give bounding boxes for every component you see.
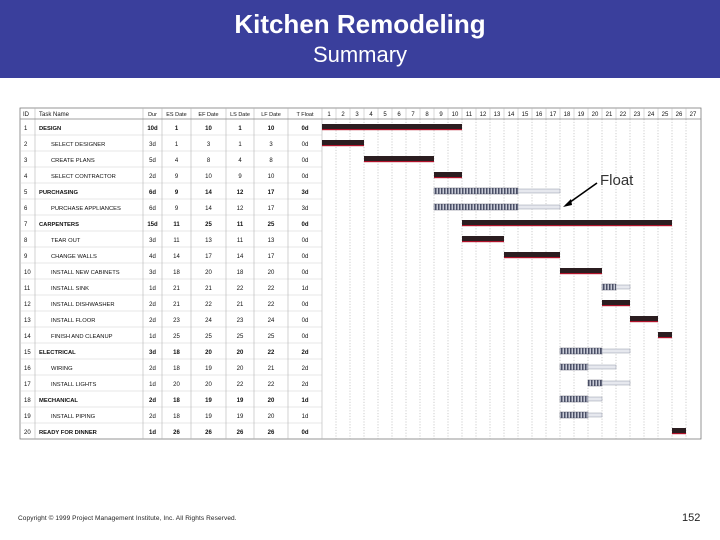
critical-task-bar-accent xyxy=(560,273,602,274)
cell-task-name: CREATE PLANS xyxy=(51,158,95,164)
timescale-day-label: 26 xyxy=(675,112,683,118)
cell-value: 2d xyxy=(148,398,157,404)
cell-value: 9 xyxy=(174,174,179,180)
cell-value: 22 xyxy=(236,286,244,292)
cell-value: 25 xyxy=(205,222,212,228)
float-bar xyxy=(616,285,630,289)
critical-task-bar-accent xyxy=(658,337,672,338)
timescale-day-label: 12 xyxy=(479,112,487,118)
cell-value: 4 xyxy=(238,158,242,164)
noncritical-task-bar xyxy=(560,348,602,354)
cell-value: 21 xyxy=(205,286,212,292)
timescale-day-label: 19 xyxy=(577,112,585,118)
cell-value: 21 xyxy=(267,366,275,372)
cell-task-name: INSTALL FLOOR xyxy=(51,318,96,324)
page-number: 152 xyxy=(682,512,701,524)
header-ls-date: LS Date xyxy=(230,112,250,118)
cell-value: 1d xyxy=(301,414,309,420)
cell-value: 18 xyxy=(173,366,180,372)
cell-value: 25 xyxy=(205,334,212,340)
cell-value: 3 xyxy=(206,142,211,148)
cell-value: 19 xyxy=(236,398,244,404)
timescale-day-label: 6 xyxy=(397,112,401,118)
cell-id: 2 xyxy=(24,142,28,148)
cell-task-name: SELECT DESIGNER xyxy=(51,142,106,148)
cell-id: 4 xyxy=(24,174,28,180)
cell-task-name: READY FOR DINNER xyxy=(39,430,97,436)
header-t-float: T Float xyxy=(296,112,314,118)
noncritical-task-bar xyxy=(602,284,616,290)
cell-value: 11 xyxy=(236,238,244,244)
timescale-day-label: 21 xyxy=(605,112,613,118)
cell-id: 12 xyxy=(24,302,31,308)
cell-value: 0d xyxy=(301,254,309,260)
cell-value: 3d xyxy=(148,350,157,356)
cell-value: 25 xyxy=(173,334,180,340)
cell-value: 6d xyxy=(149,206,156,212)
timescale-day-label: 5 xyxy=(383,112,387,118)
cell-value: 1d xyxy=(301,286,309,292)
cell-value: 2d xyxy=(301,350,309,356)
float-bar xyxy=(518,189,560,193)
cell-value: 3d xyxy=(301,206,309,212)
cell-value: 21 xyxy=(173,302,180,308)
cell-value: 26 xyxy=(205,430,212,436)
cell-value: 13 xyxy=(205,238,212,244)
header-task-name: Task Name xyxy=(39,112,70,118)
cell-value: 0d xyxy=(301,318,309,324)
slide-subtitle: Summary xyxy=(312,42,408,67)
noncritical-task-bar xyxy=(588,380,602,386)
cell-value: 18 xyxy=(173,350,180,356)
cell-value: 0d xyxy=(301,430,309,436)
timescale-day-label: 14 xyxy=(507,112,515,118)
timescale-day-label: 20 xyxy=(591,112,599,118)
cell-id: 16 xyxy=(24,366,31,372)
cell-value: 10 xyxy=(205,174,212,180)
cell-task-name: PURCHASING xyxy=(39,190,78,196)
critical-task-bar-accent xyxy=(322,145,364,146)
cell-id: 10 xyxy=(24,270,31,276)
cell-value: 17 xyxy=(267,254,275,260)
critical-task-bar-accent xyxy=(504,257,560,258)
noncritical-task-bar xyxy=(560,364,588,370)
cell-value: 20 xyxy=(205,350,212,356)
cell-value: 24 xyxy=(267,318,275,324)
cell-id: 17 xyxy=(24,382,31,388)
cell-id: 15 xyxy=(24,350,31,356)
cell-value: 23 xyxy=(173,318,180,324)
noncritical-task-bar xyxy=(560,396,588,402)
timescale-day-label: 4 xyxy=(369,112,373,118)
cell-value: 3d xyxy=(301,190,309,196)
cell-value: 0d xyxy=(301,334,309,340)
timescale-day-label: 25 xyxy=(661,112,669,118)
cell-value: 20 xyxy=(267,414,275,420)
cell-value: 19 xyxy=(205,414,212,420)
cell-value: 1d xyxy=(148,430,157,436)
cell-value: 18 xyxy=(173,270,180,276)
cell-value: 14 xyxy=(205,190,212,196)
cell-value: 20 xyxy=(236,350,244,356)
slide-title: Kitchen Remodeling xyxy=(234,9,486,39)
cell-value: 2d xyxy=(301,382,309,388)
cell-value: 17 xyxy=(267,206,275,212)
cell-task-name: SELECT CONTRACTOR xyxy=(51,174,116,180)
cell-value: 3d xyxy=(149,238,156,244)
cell-value: 9 xyxy=(174,190,179,196)
cell-task-name: INSTALL LIGHTS xyxy=(51,382,97,388)
cell-value: 8 xyxy=(269,158,273,164)
cell-value: 22 xyxy=(236,382,244,388)
timescale-day-label: 15 xyxy=(521,112,529,118)
cell-value: 19 xyxy=(236,414,244,420)
cell-value: 2d xyxy=(149,414,156,420)
timescale-day-label: 18 xyxy=(563,112,571,118)
cell-id: 1 xyxy=(24,126,28,132)
cell-task-name: CARPENTERS xyxy=(39,222,79,228)
timescale-day-label: 7 xyxy=(411,112,415,118)
float-bar xyxy=(602,381,630,385)
cell-task-name: CHANGE WALLS xyxy=(51,254,97,260)
cell-value: 14 xyxy=(205,206,212,212)
cell-value: 13 xyxy=(267,238,275,244)
header-dur: Dur xyxy=(148,112,157,118)
cell-value: 14 xyxy=(173,254,180,260)
float-callout-label: Float xyxy=(600,172,634,189)
timescale-day-label: 22 xyxy=(619,112,627,118)
cell-value: 0d xyxy=(301,238,309,244)
float-bar xyxy=(588,397,602,401)
timescale-day-label: 11 xyxy=(465,112,473,118)
cell-value: 22 xyxy=(267,350,275,356)
cell-id: 14 xyxy=(24,334,31,340)
cell-value: 22 xyxy=(267,382,275,388)
cell-task-name: ELECTRICAL xyxy=(39,350,76,356)
cell-value: 25 xyxy=(267,222,275,228)
cell-value: 0d xyxy=(301,142,309,148)
cell-task-name: PURCHASE APPLIANCES xyxy=(51,206,121,212)
cell-value: 1d xyxy=(149,382,156,388)
cell-value: 20 xyxy=(236,366,244,372)
cell-value: 4d xyxy=(149,254,156,260)
cell-value: 19 xyxy=(205,366,212,372)
cell-value: 20 xyxy=(267,398,275,404)
critical-task-bar-accent xyxy=(434,177,462,178)
cell-value: 20 xyxy=(205,382,212,388)
cell-value: 18 xyxy=(236,270,244,276)
header-ef-date: EF Date xyxy=(198,112,219,118)
cell-id: 9 xyxy=(24,254,28,260)
cell-value: 23 xyxy=(236,318,244,324)
cell-value: 19 xyxy=(205,398,212,404)
critical-task-bar-accent xyxy=(364,161,434,162)
cell-value: 1 xyxy=(238,126,242,132)
cell-id: 5 xyxy=(24,190,28,196)
cell-value: 20 xyxy=(173,382,180,388)
cell-value: 2d xyxy=(149,318,156,324)
cell-value: 8 xyxy=(206,158,211,164)
cell-value: 1 xyxy=(174,126,179,132)
cell-value: 22 xyxy=(205,302,212,308)
cell-value: 22 xyxy=(267,286,275,292)
float-bar xyxy=(588,365,616,369)
noncritical-task-bar xyxy=(434,188,518,194)
timescale-day-label: 3 xyxy=(355,112,359,118)
cell-value: 1d xyxy=(301,398,309,404)
cell-value: 0d xyxy=(301,270,309,276)
float-bar xyxy=(518,205,560,209)
timescale-day-label: 13 xyxy=(493,112,501,118)
timescale-day-label: 27 xyxy=(689,112,697,118)
header-lf-date: LF Date xyxy=(261,112,281,118)
cell-value: 10 xyxy=(267,174,275,180)
timescale-day-label: 17 xyxy=(549,112,557,118)
timescale-day-label: 24 xyxy=(647,112,655,118)
cell-task-name: INSTALL NEW CABINETS xyxy=(51,270,120,276)
cell-value: 0d xyxy=(301,174,309,180)
cell-value: 1d xyxy=(149,286,156,292)
cell-value: 1 xyxy=(238,142,242,148)
cell-value: 1 xyxy=(174,142,179,148)
critical-task-bar-accent xyxy=(462,225,672,226)
cell-value: 0d xyxy=(301,158,309,164)
cell-task-name: INSTALL DISHWASHER xyxy=(51,302,115,308)
cell-value: 22 xyxy=(267,302,275,308)
cell-task-name: INSTALL PIPING xyxy=(51,414,96,420)
cell-value: 26 xyxy=(236,430,244,436)
cell-task-name: WIRING xyxy=(51,366,73,372)
critical-task-bar-accent xyxy=(602,305,630,306)
cell-value: 2d xyxy=(149,366,156,372)
cell-value: 11 xyxy=(236,222,244,228)
cell-value: 11 xyxy=(173,238,180,244)
float-bar xyxy=(588,413,602,417)
cell-value: 0d xyxy=(301,222,309,228)
cell-id: 18 xyxy=(24,398,31,404)
cell-value: 14 xyxy=(236,254,244,260)
timescale-day-label: 1 xyxy=(327,112,331,118)
cell-task-name: TEAR OUT xyxy=(51,238,81,244)
cell-id: 11 xyxy=(24,286,31,292)
cell-task-name: FINISH AND CLEANUP xyxy=(51,334,113,340)
cell-value: 20 xyxy=(205,270,212,276)
cell-id: 6 xyxy=(24,206,28,212)
cell-value: 1d xyxy=(149,334,156,340)
cell-value: 4 xyxy=(174,158,179,164)
cell-value: 10 xyxy=(205,126,212,132)
cell-value: 2d xyxy=(149,302,156,308)
cell-task-name: DESIGN xyxy=(39,126,62,132)
noncritical-task-bar xyxy=(560,412,588,418)
cell-value: 10d xyxy=(147,126,158,132)
critical-task-bar-accent xyxy=(462,241,504,242)
header-id: ID xyxy=(23,112,29,118)
cell-value: 26 xyxy=(267,430,275,436)
header-es-date: ES Date xyxy=(166,112,187,118)
critical-task-bar-accent xyxy=(322,129,462,130)
cell-value: 5d xyxy=(149,158,156,164)
critical-task-bar-accent xyxy=(630,321,658,322)
cell-task-name: MECHANICAL xyxy=(39,398,78,404)
cell-value: 0d xyxy=(301,126,309,132)
cell-id: 3 xyxy=(24,158,28,164)
cell-value: 18 xyxy=(173,414,180,420)
cell-value: 9 xyxy=(238,174,242,180)
cell-value: 3 xyxy=(269,142,273,148)
cell-id: 7 xyxy=(24,222,28,228)
timescale-day-label: 8 xyxy=(425,112,429,118)
cell-value: 15d xyxy=(147,222,158,228)
critical-task-bar-accent xyxy=(672,433,686,434)
cell-value: 10 xyxy=(267,126,275,132)
cell-value: 12 xyxy=(236,206,244,212)
noncritical-task-bar xyxy=(434,204,518,210)
cell-value: 12 xyxy=(236,190,244,196)
cell-task-name: INSTALL SINK xyxy=(51,286,90,292)
cell-value: 0d xyxy=(301,302,309,308)
cell-value: 6d xyxy=(148,190,157,196)
cell-value: 9 xyxy=(174,206,179,212)
cell-value: 17 xyxy=(205,254,212,260)
cell-value: 26 xyxy=(173,430,180,436)
timescale-day-label: 9 xyxy=(439,112,443,118)
timescale-day-label: 23 xyxy=(633,112,641,118)
cell-id: 8 xyxy=(24,238,28,244)
copyright-text: Copyright © 1999 Project Management Institute, Inc. All Rights Reserved. xyxy=(18,515,237,522)
cell-value: 24 xyxy=(205,318,212,324)
float-bar xyxy=(602,349,630,353)
cell-value: 25 xyxy=(267,334,275,340)
cell-id: 13 xyxy=(24,318,31,324)
cell-id: 20 xyxy=(24,430,31,436)
timescale-day-label: 16 xyxy=(535,112,543,118)
cell-value: 2d xyxy=(301,366,309,372)
cell-value: 3d xyxy=(149,270,156,276)
cell-value: 25 xyxy=(236,334,244,340)
cell-value: 17 xyxy=(267,190,275,196)
cell-value: 21 xyxy=(236,302,244,308)
cell-value: 18 xyxy=(173,398,180,404)
cell-value: 21 xyxy=(173,286,180,292)
cell-value: 20 xyxy=(267,270,275,276)
cell-value: 2d xyxy=(149,174,156,180)
timescale-day-label: 2 xyxy=(341,112,345,118)
cell-value: 11 xyxy=(173,222,180,228)
cell-value: 3d xyxy=(149,142,156,148)
timescale-day-label: 10 xyxy=(451,112,459,118)
cell-id: 19 xyxy=(24,414,31,420)
